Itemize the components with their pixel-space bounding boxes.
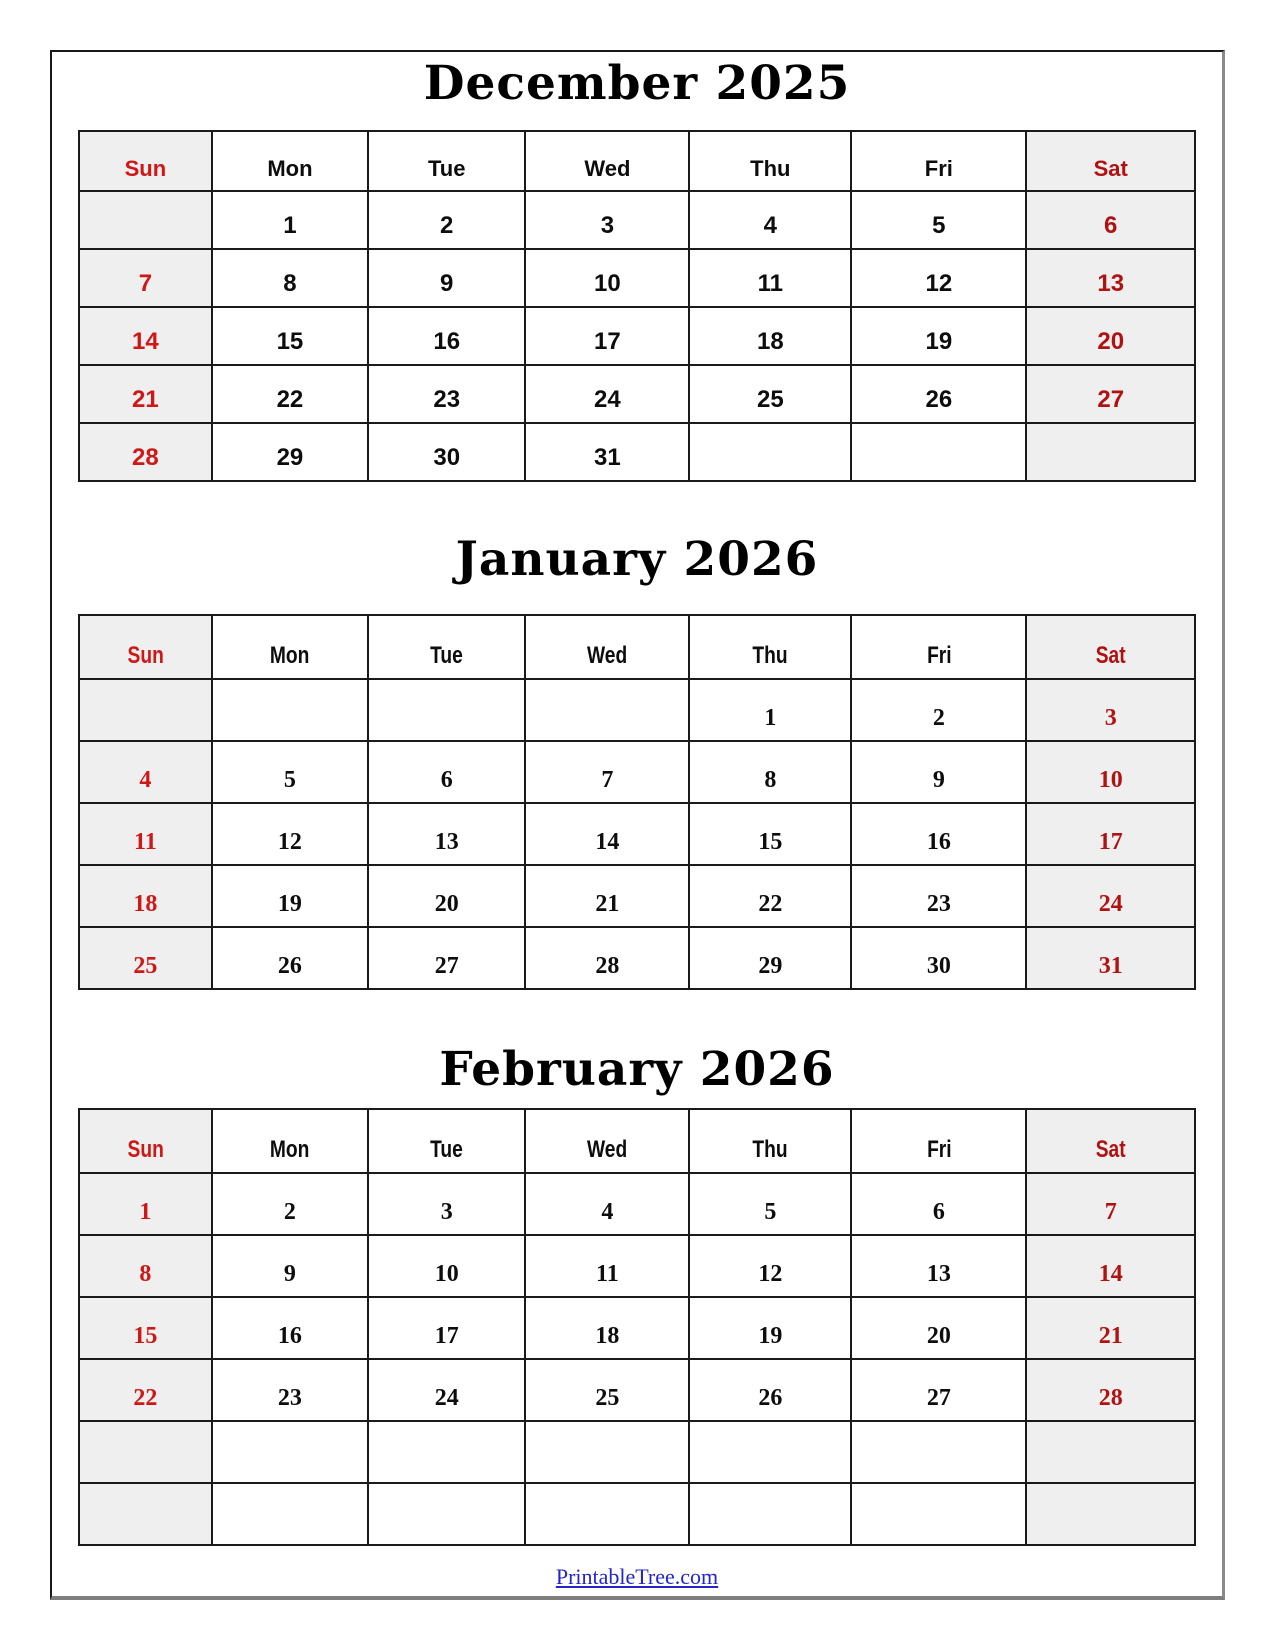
weekday-header-row [79, 131, 1195, 191]
day-cell: 15 [689, 803, 851, 865]
month-calendar-table [78, 1108, 1196, 1546]
day-cell: 30 [368, 423, 525, 481]
week-row [79, 803, 1195, 865]
day-cell: 4 [689, 191, 851, 249]
day-cell: 15 [212, 307, 368, 365]
empty-day-cell [689, 423, 851, 481]
weekday-header-sat: Sat [1026, 131, 1195, 191]
day-cell: 12 [851, 249, 1026, 307]
day-cell: 19 [851, 307, 1026, 365]
weekday-header-fri: Fri [851, 615, 1026, 679]
day-cell: 13 [1026, 249, 1195, 307]
week-row [79, 1359, 1195, 1421]
page-border-frame [50, 50, 1225, 1600]
week-row [79, 679, 1195, 741]
day-cell: 7 [1026, 1173, 1195, 1235]
day-cell: 22 [212, 365, 368, 423]
weekday-header-tue: Tue [368, 1109, 525, 1173]
month-title: January 2026 [455, 532, 819, 587]
day-cell: 27 [368, 927, 525, 989]
empty-day-cell [851, 1483, 1026, 1545]
day-cell: 18 [79, 865, 212, 927]
day-cell: 5 [212, 741, 368, 803]
weekday-header-thu: Thu [689, 1109, 851, 1173]
day-cell: 1 [689, 679, 851, 741]
day-cell: 24 [368, 1359, 525, 1421]
day-cell: 29 [689, 927, 851, 989]
day-cell: 24 [525, 365, 689, 423]
day-cell: 28 [1026, 1359, 1195, 1421]
day-cell: 6 [368, 741, 525, 803]
weekday-header-sun: Sun [79, 615, 212, 679]
printabletree-link[interactable]: PrintableTree.com [555, 1564, 719, 1589]
day-cell: 23 [368, 365, 525, 423]
day-cell: 8 [212, 249, 368, 307]
week-row [79, 249, 1195, 307]
day-cell: 16 [368, 307, 525, 365]
weekday-header-thu: Thu [689, 131, 851, 191]
day-cell: 11 [79, 803, 212, 865]
day-cell: 17 [368, 1297, 525, 1359]
day-cell: 7 [525, 741, 689, 803]
day-cell: 1 [79, 1173, 212, 1235]
day-cell: 9 [851, 741, 1026, 803]
empty-day-cell [851, 1421, 1026, 1483]
day-cell: 10 [368, 1235, 525, 1297]
week-row [79, 1483, 1195, 1545]
empty-day-cell [525, 679, 689, 741]
day-cell: 14 [525, 803, 689, 865]
week-row [79, 741, 1195, 803]
day-cell: 23 [851, 865, 1026, 927]
day-cell: 11 [689, 249, 851, 307]
day-cell: 30 [851, 927, 1026, 989]
day-cell: 23 [212, 1359, 368, 1421]
weekday-header-tue: Tue [368, 615, 525, 679]
day-cell: 26 [851, 365, 1026, 423]
weekday-header-tue: Tue [368, 131, 525, 191]
month-calendar-table [78, 130, 1196, 482]
day-cell: 16 [851, 803, 1026, 865]
day-cell: 15 [79, 1297, 212, 1359]
weekday-header-sat: Sat [1026, 615, 1195, 679]
day-cell: 2 [851, 679, 1026, 741]
day-cell: 3 [1026, 679, 1195, 741]
month-section [52, 58, 1222, 482]
empty-day-cell [1026, 1483, 1195, 1545]
empty-day-cell [368, 1483, 525, 1545]
weekday-header-wed: Wed [525, 1109, 689, 1173]
weekday-header-wed: Wed [525, 615, 689, 679]
empty-day-cell [525, 1421, 689, 1483]
day-cell: 12 [689, 1235, 851, 1297]
day-cell: 26 [689, 1359, 851, 1421]
empty-day-cell [525, 1483, 689, 1545]
weekday-header-row [79, 615, 1195, 679]
week-row [79, 365, 1195, 423]
day-cell: 18 [689, 307, 851, 365]
empty-day-cell [851, 423, 1026, 481]
week-row [79, 1235, 1195, 1297]
day-cell: 18 [525, 1297, 689, 1359]
week-row [79, 927, 1195, 989]
day-cell: 5 [851, 191, 1026, 249]
day-cell: 8 [79, 1235, 212, 1297]
weekday-header-fri: Fri [851, 131, 1026, 191]
day-cell: 27 [1026, 365, 1195, 423]
week-row [79, 423, 1195, 481]
empty-day-cell [79, 1483, 212, 1545]
weekday-header-sun: Sun [79, 131, 212, 191]
weekday-header-mon: Mon [212, 615, 368, 679]
month-calendar-table [78, 614, 1196, 990]
empty-day-cell [79, 191, 212, 249]
day-cell: 4 [525, 1173, 689, 1235]
month-section [52, 1044, 1222, 1546]
day-cell: 6 [1026, 191, 1195, 249]
empty-day-cell [689, 1483, 851, 1545]
week-row [79, 1421, 1195, 1483]
day-cell: 10 [1026, 741, 1195, 803]
day-cell: 2 [368, 191, 525, 249]
month-section [52, 534, 1222, 990]
day-cell: 22 [689, 865, 851, 927]
empty-day-cell [368, 1421, 525, 1483]
day-cell: 3 [368, 1173, 525, 1235]
page-footer [52, 1564, 1222, 1590]
empty-day-cell [1026, 1421, 1195, 1483]
week-row [79, 865, 1195, 927]
day-cell: 14 [79, 307, 212, 365]
day-cell: 21 [525, 865, 689, 927]
weekday-header-row [79, 1109, 1195, 1173]
day-cell: 10 [525, 249, 689, 307]
empty-day-cell [212, 679, 368, 741]
day-cell: 21 [1026, 1297, 1195, 1359]
weekday-header-mon: Mon [212, 1109, 368, 1173]
day-cell: 25 [79, 927, 212, 989]
day-cell: 14 [1026, 1235, 1195, 1297]
day-cell: 5 [689, 1173, 851, 1235]
weekday-header-fri: Fri [851, 1109, 1026, 1173]
empty-day-cell [79, 679, 212, 741]
day-cell: 21 [79, 365, 212, 423]
month-title: February 2026 [439, 1042, 835, 1097]
day-cell: 22 [79, 1359, 212, 1421]
day-cell: 9 [368, 249, 525, 307]
weekday-header-thu: Thu [689, 615, 851, 679]
weekday-header-wed: Wed [525, 131, 689, 191]
day-cell: 31 [525, 423, 689, 481]
day-cell: 13 [368, 803, 525, 865]
day-cell: 28 [79, 423, 212, 481]
day-cell: 19 [689, 1297, 851, 1359]
month-title: December 2025 [423, 56, 851, 111]
weekday-header-mon: Mon [212, 131, 368, 191]
day-cell: 24 [1026, 865, 1195, 927]
day-cell: 6 [851, 1173, 1026, 1235]
day-cell: 25 [525, 1359, 689, 1421]
day-cell: 19 [212, 865, 368, 927]
empty-day-cell [212, 1483, 368, 1545]
day-cell: 4 [79, 741, 212, 803]
months-container [52, 58, 1222, 1546]
empty-day-cell [368, 679, 525, 741]
day-cell: 20 [368, 865, 525, 927]
day-cell: 3 [525, 191, 689, 249]
day-cell: 11 [525, 1235, 689, 1297]
week-row [79, 307, 1195, 365]
day-cell: 20 [1026, 307, 1195, 365]
day-cell: 17 [525, 307, 689, 365]
empty-day-cell [212, 1421, 368, 1483]
week-row [79, 1173, 1195, 1235]
day-cell: 28 [525, 927, 689, 989]
day-cell: 12 [212, 803, 368, 865]
empty-day-cell [1026, 423, 1195, 481]
day-cell: 27 [851, 1359, 1026, 1421]
weekday-header-sun: Sun [79, 1109, 212, 1173]
day-cell: 1 [212, 191, 368, 249]
day-cell: 9 [212, 1235, 368, 1297]
weekday-header-sat: Sat [1026, 1109, 1195, 1173]
day-cell: 26 [212, 927, 368, 989]
week-row [79, 191, 1195, 249]
day-cell: 25 [689, 365, 851, 423]
day-cell: 16 [212, 1297, 368, 1359]
empty-day-cell [79, 1421, 212, 1483]
day-cell: 29 [212, 423, 368, 481]
week-row [79, 1297, 1195, 1359]
empty-day-cell [689, 1421, 851, 1483]
day-cell: 31 [1026, 927, 1195, 989]
day-cell: 8 [689, 741, 851, 803]
day-cell: 17 [1026, 803, 1195, 865]
day-cell: 13 [851, 1235, 1026, 1297]
day-cell: 20 [851, 1297, 1026, 1359]
day-cell: 7 [79, 249, 212, 307]
day-cell: 2 [212, 1173, 368, 1235]
